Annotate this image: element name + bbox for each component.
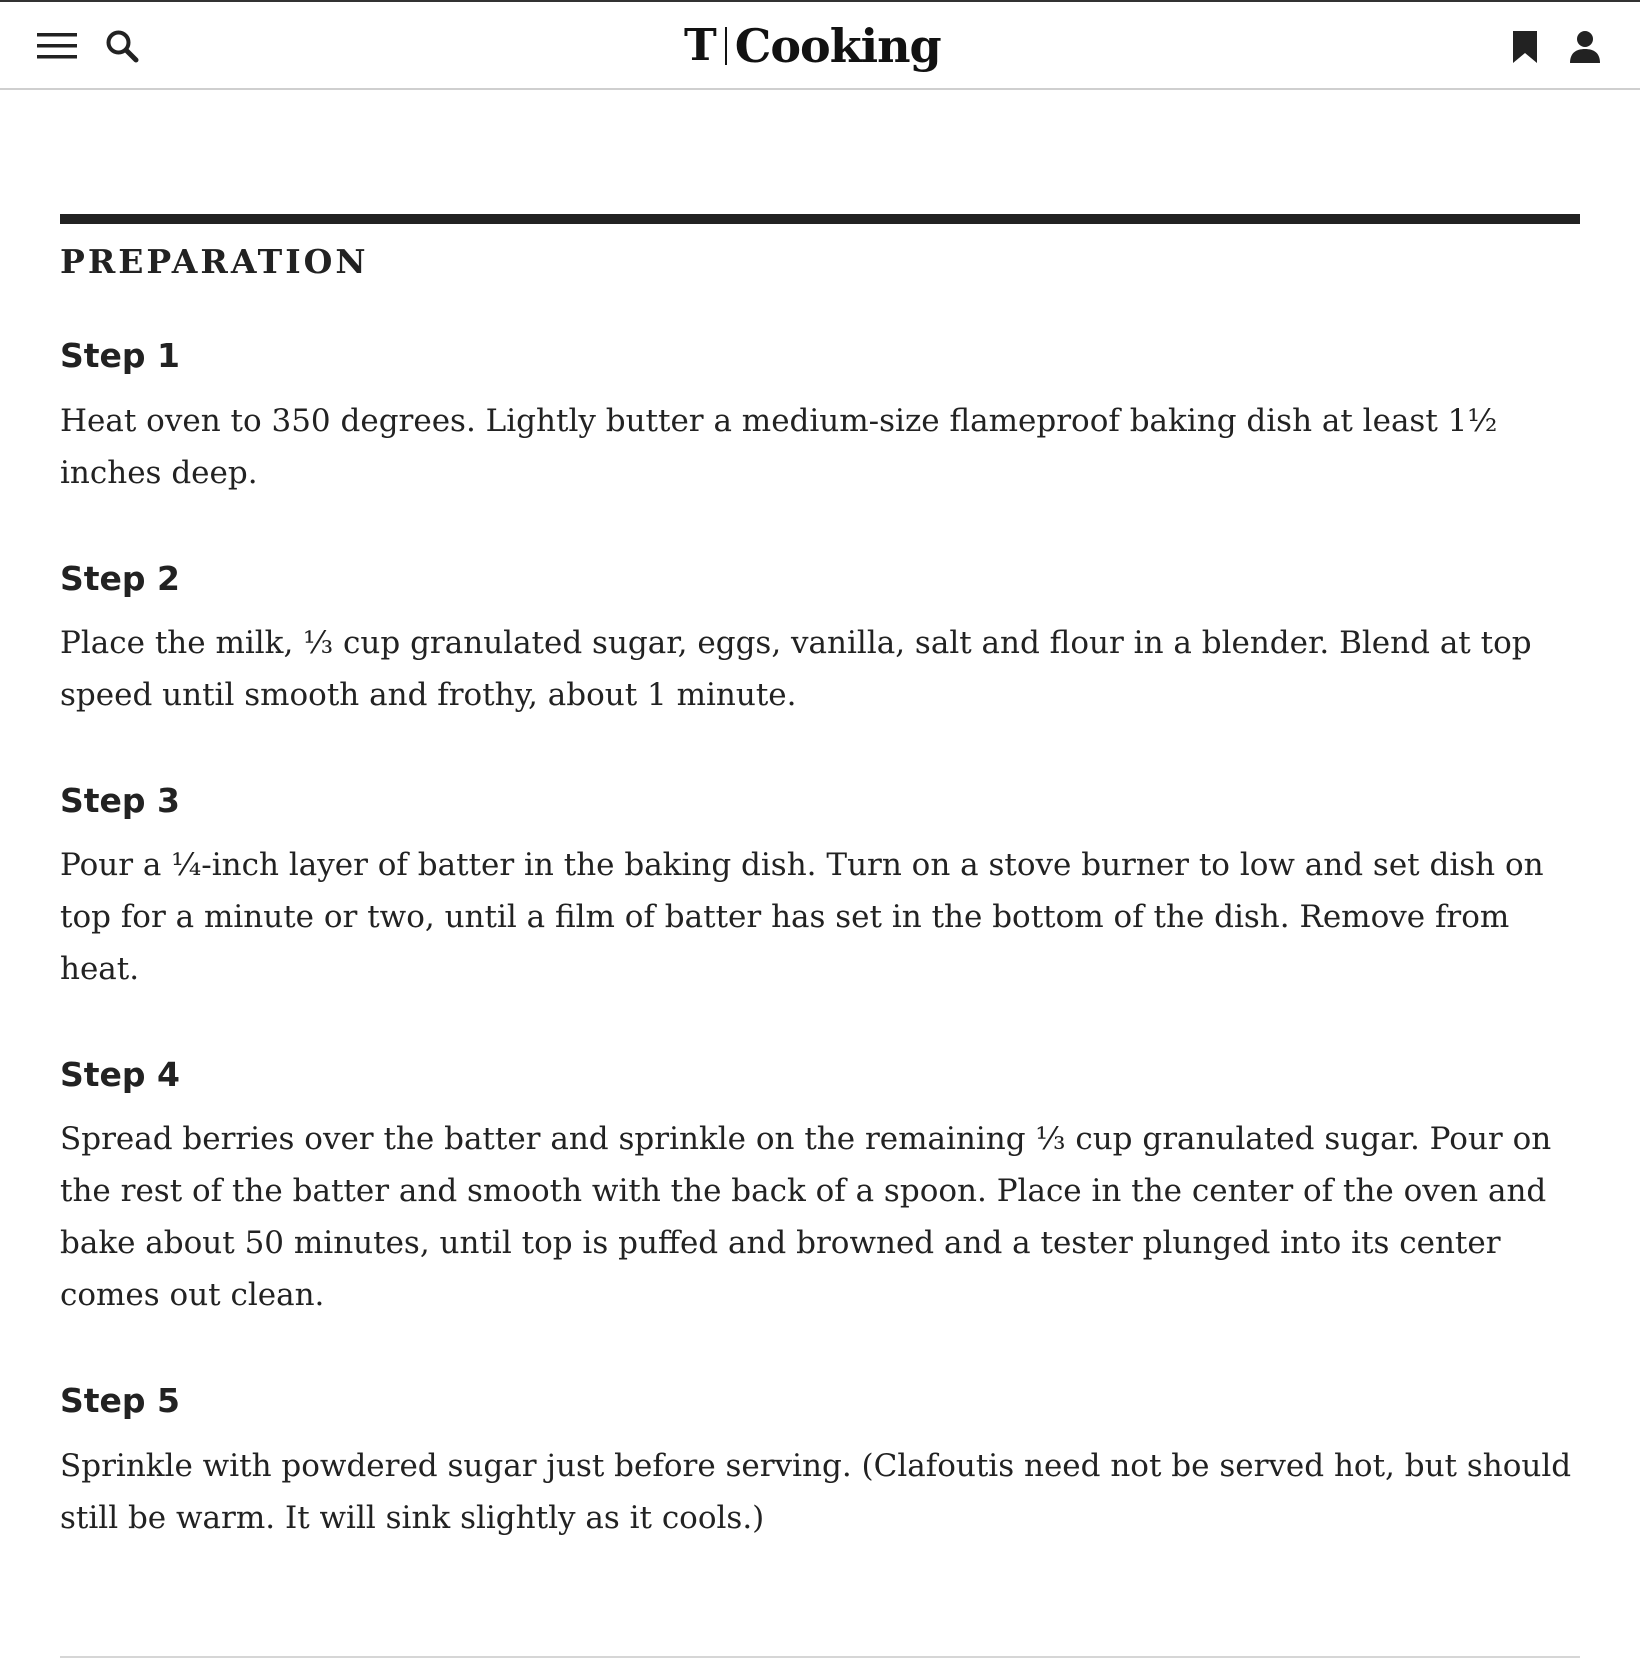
bookmark-icon (1512, 30, 1538, 64)
step-3 (60, 780, 1580, 995)
step-text: Spread berries over the batter and sprinkle on the remaining ⅓ cup granulated sugar. Pour on the rest of the batter and smooth with the back of a spoon. Place in the center of the oven and bake about 50 minutes, until top is puffed and browned and a tester plunged into its center comes out clean. (60, 1121, 1552, 1314)
menu-button[interactable] (34, 24, 80, 68)
preparation-steps (60, 338, 1580, 1543)
step-text: Place the milk, ⅓ cup granulated sugar, eggs, vanilla, salt and flour in a blender. Blend at top speed until smooth and frothy, about 1 minute. (60, 624, 1532, 713)
step-text: Heat oven to 350 degrees. Lightly butter a medium-size flameproof baking dish at least 1½ inches deep. (60, 402, 1498, 491)
step-text: Pour a ¼-inch layer of batter in the baking dish. Turn on a stove burner to low and set dish on top for a minute or two, until a film of batter has set in the bottom of the dish. Remove from heat. (60, 847, 1544, 988)
nyt-logo-mark: T (684, 20, 715, 71)
top-nav-bar (0, 0, 1640, 90)
search-icon (105, 29, 139, 63)
nyt-cooking-logo[interactable] (684, 16, 941, 76)
hamburger-menu-icon (37, 31, 77, 61)
step-label: Step 5 (60, 1381, 180, 1421)
recipe-preparation (60, 214, 1580, 1606)
step-label: Step 1 (60, 336, 180, 376)
step-label: Step 4 (60, 1055, 180, 1095)
account-button[interactable] (1560, 24, 1610, 70)
search-button[interactable] (100, 24, 144, 68)
bottom-divider (60, 1656, 1580, 1658)
step-label: Step 2 (60, 558, 180, 598)
step-label: Step 3 (60, 780, 180, 820)
user-icon (1569, 30, 1601, 64)
step-1 (60, 338, 1580, 498)
step-2 (60, 558, 1580, 721)
logo-wordmark: Cooking (734, 19, 941, 73)
step-4 (60, 1057, 1580, 1321)
logo-divider (725, 27, 727, 65)
step-5 (60, 1383, 1580, 1543)
preparation-heading: PREPARATION (60, 242, 369, 281)
saved-recipes-button[interactable] (1502, 24, 1548, 70)
section-rule (60, 214, 1580, 224)
step-text: Sprinkle with powdered sugar just before serving. (Clafoutis need not be served hot, but should still be warm. It will sink slightly as it cools.) (60, 1447, 1572, 1536)
